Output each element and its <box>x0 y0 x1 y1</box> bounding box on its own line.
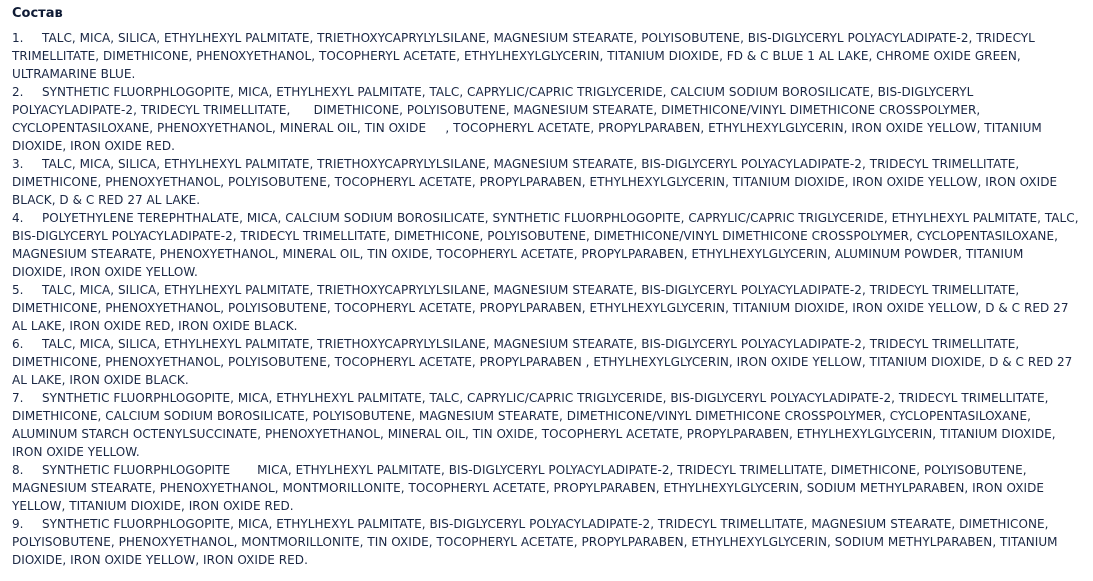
item-text: TALC, MICA, SILICA, ETHYLHEXYL PALMITATE, TRIETHOXYCAPRYLYLSILANE, MAGNESIUM STEARATE, BIS-DIGLYCERYL POLYACYLADIPATE-2, TRIDECYL TRIMELLITATE, DIMETHICONE, PHENOXYETHANOL, POLYISOBUTENE, TOCOPHERYL ACETATE, PROPYLPARABEN , ETHYLHEXYLGLYCERIN, IRON OXIDE YELLOW, TITANIUM DIOXIDE, D & C RED 27 AL LAKE, IRON OXIDE BLACK. <box>12 337 1077 387</box>
ingredient-item-2 <box>12 83 1081 155</box>
section-title: Состав <box>12 6 63 21</box>
ingredient-item-1 <box>12 29 1081 83</box>
item-number: 3. <box>12 157 24 171</box>
ingredients-list <box>12 29 1081 569</box>
item-number: 1. <box>12 31 24 45</box>
item-text: SYNTHETIC FLUORPHLOGOPITE, MICA, ETHYLHEXYL PALMITATE, TALC, CAPRYLIC/CAPRIC TRIGLYCERIDE, BIS-DIGLYCERYL POLYACYLADIPATE-2, TRIDECYL TRIMELLITATE, DIMETHICONE, CALCIUM SODIUM BOROSILICATE, POLYISOBUTENE, MAGNESIUM STEARATE, DIMETHICONE/VINYL DIMETHICONE CROSSPOLYMER, CYCLOPENTASILOXANE, ALUMINUM STARCH OCTENYLSUCCINATE, PHENOXYETHANOL, MINERAL OIL, TIN OXIDE, TOCOPHERYL ACETATE, PROPYLPARABEN, ETHYLHEXYLGLYCERIN, TITANIUM DIOXIDE, IRON OXIDE YELLOW. <box>12 391 1060 459</box>
item-number: 4. <box>12 211 24 225</box>
item-number: 7. <box>12 391 24 405</box>
ingredient-item-5 <box>12 281 1081 335</box>
item-text: SYNTHETIC FLUORPHLOGOPITE, MICA, ETHYLHEXYL PALMITATE, BIS-DIGLYCERYL POLYACYLADIPATE-2, TRIDECYL TRIMELLITATE, MAGNESIUM STEARATE, DIMETHICONE, POLYISOBUTENE, PHENOXYETHANOL, MONTMORILLONITE, TIN OXIDE, TOCOPHERYL ACETATE, PROPYLPARABEN, ETHYLHEXYLGLYCERIN, SODIUM METHYLPARABEN, TITANIUM DIOXIDE, IRON OXIDE YELLOW, IRON OXIDE RED. <box>12 517 1062 567</box>
item-text: TALC, MICA, SILICA, ETHYLHEXYL PALMITATE, TRIETHOXYCAPRYLYLSILANE, MAGNESIUM STEARATE, POLYISOBUTENE, BIS-DIGLYCERYL POLYACYLADIPATE-2, TRIDECYL TRIMELLITATE, DIMETHICONE, PHENOXYETHANOL, TOCOPHERYL ACETATE, ETHYLHEXYLGLYCERIN, TITANIUM DIOXIDE, FD & C BLUE 1 AL LAKE, CHROME OXIDE GREEN, ULTRAMARINE BLUE. <box>12 31 1039 81</box>
ingredient-item-7 <box>12 389 1081 461</box>
item-number: 5. <box>12 283 24 297</box>
ingredient-item-8 <box>12 461 1081 515</box>
item-text: POLYETHYLENE TEREPHTHALATE, MICA, CALCIUM SODIUM BOROSILICATE, SYNTHETIC FLUORPHLOGOPITE, CAPRYLIC/CAPRIC TRIGLYCERIDE, ETHYLHEXYL PALMITATE, TALC, BIS-DIGLYCERYL POLYACYLADIPATE-2, TRIDECYL TRIMELLITATE, DIMETHICONE, POLYISOBUTENE, DIMETHICONE/VINYL DIMETHICONE CROSSPOLYMER, CYCLOPENTASILOXANE, MAGNESIUM STEARATE, PHENOXYETHANOL, MINERAL OIL, TIN OXIDE, TOCOPHERYL ACETATE, PROPYLPARABEN, ETHYLHEXYLGLYCERIN, ALUMINUM POWDER, TITANIUM DIOXIDE, IRON OXIDE YELLOW. <box>12 211 1083 279</box>
ingredient-item-4 <box>12 209 1081 281</box>
item-text: TALC, MICA, SILICA, ETHYLHEXYL PALMITATE, TRIETHOXYCAPRYLYLSILANE, MAGNESIUM STEARATE, BIS-DIGLYCERYL POLYACYLADIPATE-2, TRIDECYL TRIMELLITATE, DIMETHICONE, PHENOXYETHANOL, POLYISOBUTENE, TOCOPHERYL ACETATE, PROPYLPARABEN, ETHYLHEXYLGLYCERIN, TITANIUM DIOXIDE, IRON OXIDE YELLOW, IRON OXIDE BLACK, D & C RED 27 AL LAKE. <box>12 157 1061 207</box>
item-number: 9. <box>12 517 24 531</box>
item-number: 8. <box>12 463 24 477</box>
item-text: SYNTHETIC FLUORPHLOGOPITE, MICA, ETHYLHEXYL PALMITATE, TALC, CAPRYLIC/CAPRIC TRIGLYCERIDE, CALCIUM SODIUM BOROSILICATE, BIS-DIGLYCERYL POLYACYLADIPATE-2, TRIDECYL TRIMELLITATE, DIMETHICONE, POLYISOBUTENE, MAGNESIUM STEARATE, DIMETHICONE/VINYL DIMETHICONE CROSSPOLYMER, CYCLOPENTASILOXANE, PHENOXYETHANOL, MINERAL OIL, TIN OXIDE , TOCOPHERYL ACETATE, PROPYLPARABEN, ETHYLHEXYLGLYCERIN, IRON OXIDE YELLOW, TITANIUM DIOXIDE, IRON OXIDE RED. <box>12 85 1046 153</box>
item-text: SYNTHETIC FLUORPHLOGOPITE MICA, ETHYLHEXYL PALMITATE, BIS-DIGLYCERYL POLYACYLADIPATE-2, TRIDECYL TRIMELLITATE, DIMETHICONE, POLYISOBUTENE, MAGNESIUM STEARATE, PHENOXYETHANOL, MONTMORILLONITE, TOCOPHERYL ACETATE, PROPYLPARABEN, ETHYLHEXYLGLYCERIN, SODIUM METHYLPARABEN, IRON OXIDE YELLOW, TITANIUM DIOXIDE, IRON OXIDE RED. <box>12 463 1048 513</box>
item-number: 6. <box>12 337 24 351</box>
ingredient-item-9 <box>12 515 1081 569</box>
ingredient-item-6 <box>12 335 1081 389</box>
item-number: 2. <box>12 85 24 99</box>
item-text: TALC, MICA, SILICA, ETHYLHEXYL PALMITATE, TRIETHOXYCAPRYLYLSILANE, MAGNESIUM STEARATE, BIS-DIGLYCERYL POLYACYLADIPATE-2, TRIDECYL TRIMELLITATE, DIMETHICONE, PHENOXYETHANOL, POLYISOBUTENE, TOCOPHERYL ACETATE, PROPYLPARABEN, ETHYLHEXYLGLYCERIN, TITANIUM DIOXIDE, IRON OXIDE YELLOW, D & C RED 27 AL LAKE, IRON OXIDE RED, IRON OXIDE BLACK. <box>12 283 1073 333</box>
ingredient-item-3 <box>12 155 1081 209</box>
